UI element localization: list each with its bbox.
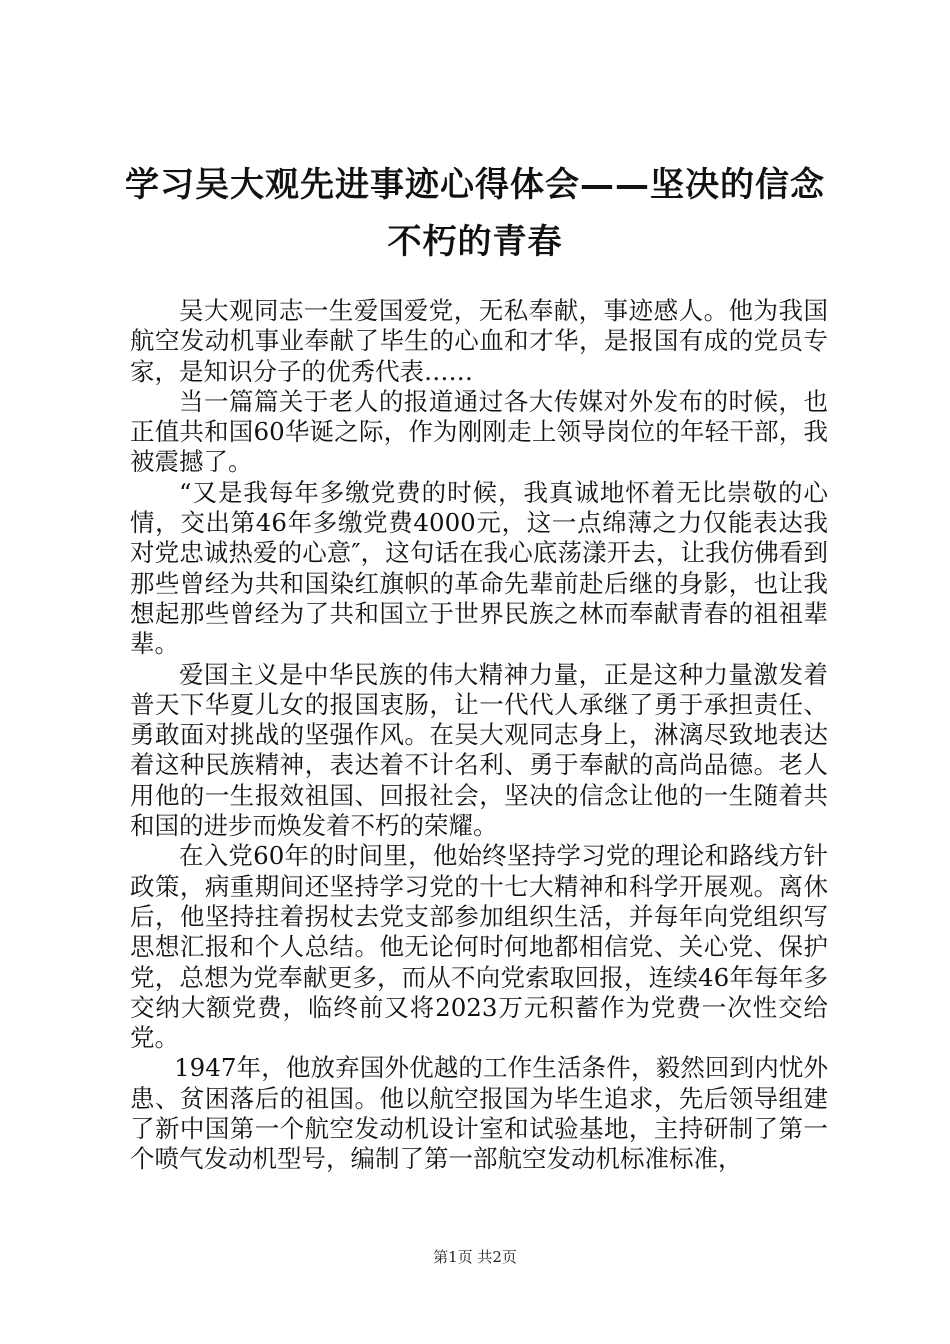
paragraph-1: 吴大观同志一生爱国爱党，无私奉献，事迹感人。他为我国航空发动机事业奉献了毕生的心血和才华，是报国有成的党员专家，是知识分子的优秀代表…… [130,296,828,386]
paragraph-4: 爱国主义是中华民族的伟大精神力量，正是这种力量激发着普天下华夏儿女的报国衷肠，让一代代人承继了勇于承担责任、勇敢面对挑战的坚强作风。在吴大观同志身上，淋漓尽致地表达着这种民族精神，表达着不计名利、勇于奉献的高尚品德。老人用他的一生报效祖国、回报社会，坚决的信念让他的一生随着共和国的进步而焕发着不朽的荣耀。 [130,659,828,841]
document-body [130,296,828,1175]
page-footer: 第1页 共2页 [433,1248,517,1266]
paragraph-3: “又是我每年多缴党费的时候，我真诚地怀着无比崇敬的心情，交出第46年多缴党费4000元，这一点绵薄之力仅能表达我对党忠诚热爱的心意″，这句话在我心底荡漾开去，让我仿佛看到那些曾经为共和国染红旗帜的革命先辈前赴后继的身影，也让我想起那些曾经为了共和国立于世界民族之林而奉献青春的祖祖辈辈。 [130,477,828,659]
document-title-line-2: 不朽的青春 [387,222,563,262]
paragraph-2: 当一篇篇关于老人的报道通过各大传媒对外发布的时候，也正值共和国60华诞之际，作为刚刚走上领导岗位的年轻干部，我被震撼了。 [130,386,828,477]
document-title-line-1: 学习吴大观先进事迹心得体会——坚决的信念 [125,165,825,205]
paragraph-6: 1947年，他放弃国外优越的工作生活条件，毅然回到内忧外患、贫困落后的祖国。他以航空报国为毕生追求，先后领导组建了新中国第一个航空发动机设计室和试验基地，主持研制了第一个喷气发动机型号，编制了第一部航空发动机标准标准， [130,1053,828,1174]
paragraph-5: 在入党60年的时间里，他始终坚持学习党的理论和路线方针政策，病重期间还坚持学习党的十七大精神和科学开展观。离休后，他坚持拄着拐杖去党支部参加组织生活，并每年向党组织写思想汇报和个人总结。他无论何时何地都相信党、关心党、保护党，总想为党奉献更多，而从不向党索取回报，连续46年每年多交纳大额党费，临终前又将2023万元积蓄作为党费一次性交给党。 [130,841,828,1053]
